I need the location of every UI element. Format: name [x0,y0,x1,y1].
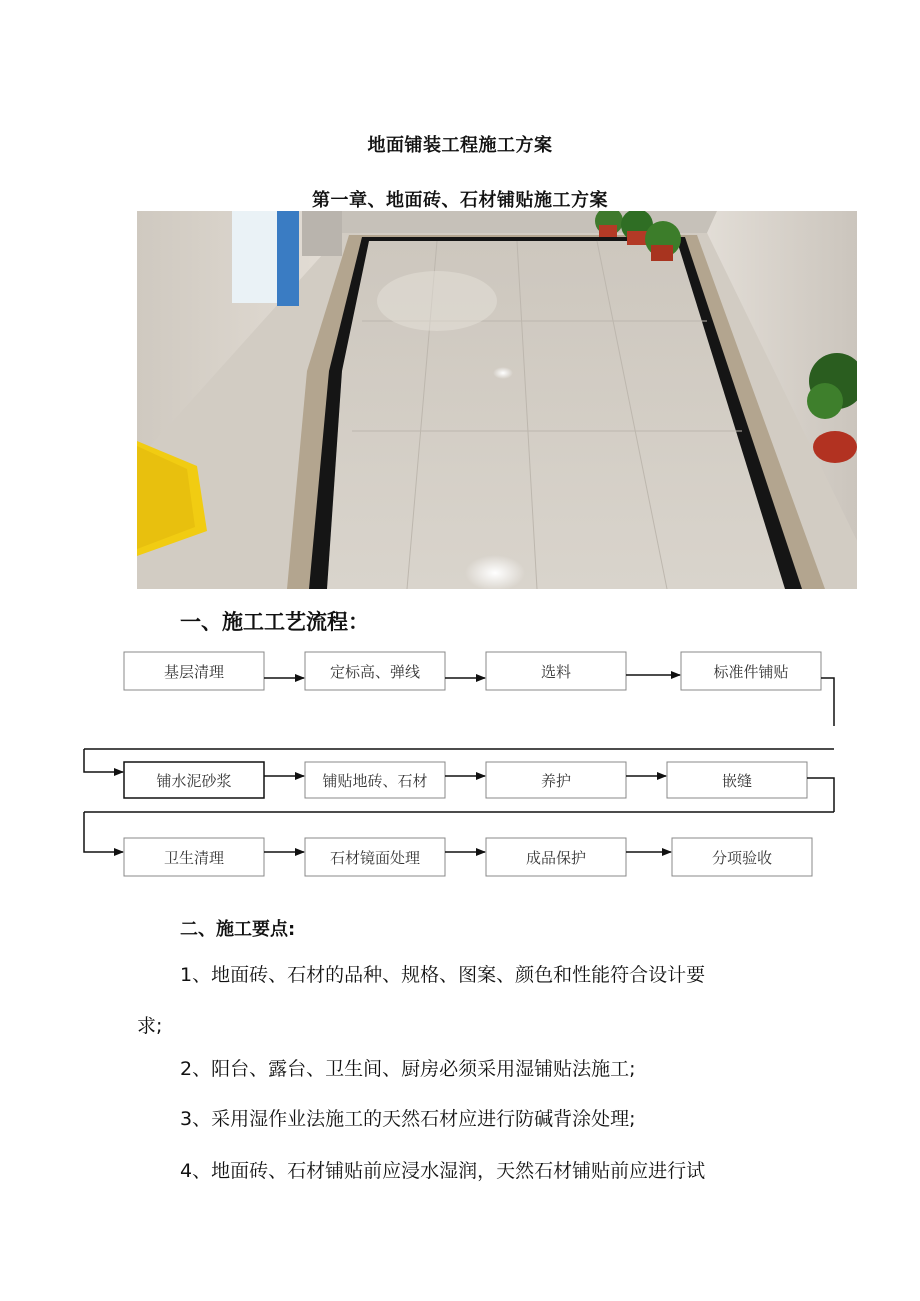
flow-row-2 [124,762,807,798]
flow-label: 分项验收 [711,849,773,867]
flow-label: 铺水泥砂浆 [156,772,232,790]
key-point-1-continued: 求; [137,1015,163,1037]
flow-label: 嵌缝 [721,772,753,790]
process-flow-diagram [0,640,920,890]
flow-label: 卫生清理 [163,849,225,867]
flow-label: 定标高、弹线 [329,663,421,681]
flow-label: 石材镜面处理 [329,849,421,867]
process-flow-heading: 一、施工工艺流程： [180,610,369,634]
document-title: 地面铺装工程施工方案 [367,135,553,156]
flow-label: 基层清理 [163,663,225,681]
flow-label: 标准件铺贴 [713,663,789,681]
flow-row-3 [124,838,812,876]
key-point-2: 2、阳台、露台、卫生间、厨房必须采用湿铺贴法施工; [180,1058,636,1080]
flow-label: 养护 [540,772,572,790]
key-point-1: 1、地面砖、石材的品种、规格、图案、颜色和性能符合设计要 [180,964,706,986]
flow-row-1 [124,652,821,690]
flow-label: 铺贴地砖、石材 [322,772,428,790]
floor-tile-photo [137,211,857,589]
chapter-title: 第一章、地面砖、石材铺贴施工方案 [312,190,608,211]
flow-label: 成品保护 [525,849,587,867]
key-point-4: 4、地面砖、石材铺贴前应浸水湿润，天然石材铺贴前应进行试 [180,1160,706,1182]
flow-label: 选料 [540,663,572,681]
key-points-heading: 二、施工要点: [180,919,296,940]
key-point-3: 3、采用湿作业法施工的天然石材应进行防碱背涂处理; [180,1108,636,1130]
